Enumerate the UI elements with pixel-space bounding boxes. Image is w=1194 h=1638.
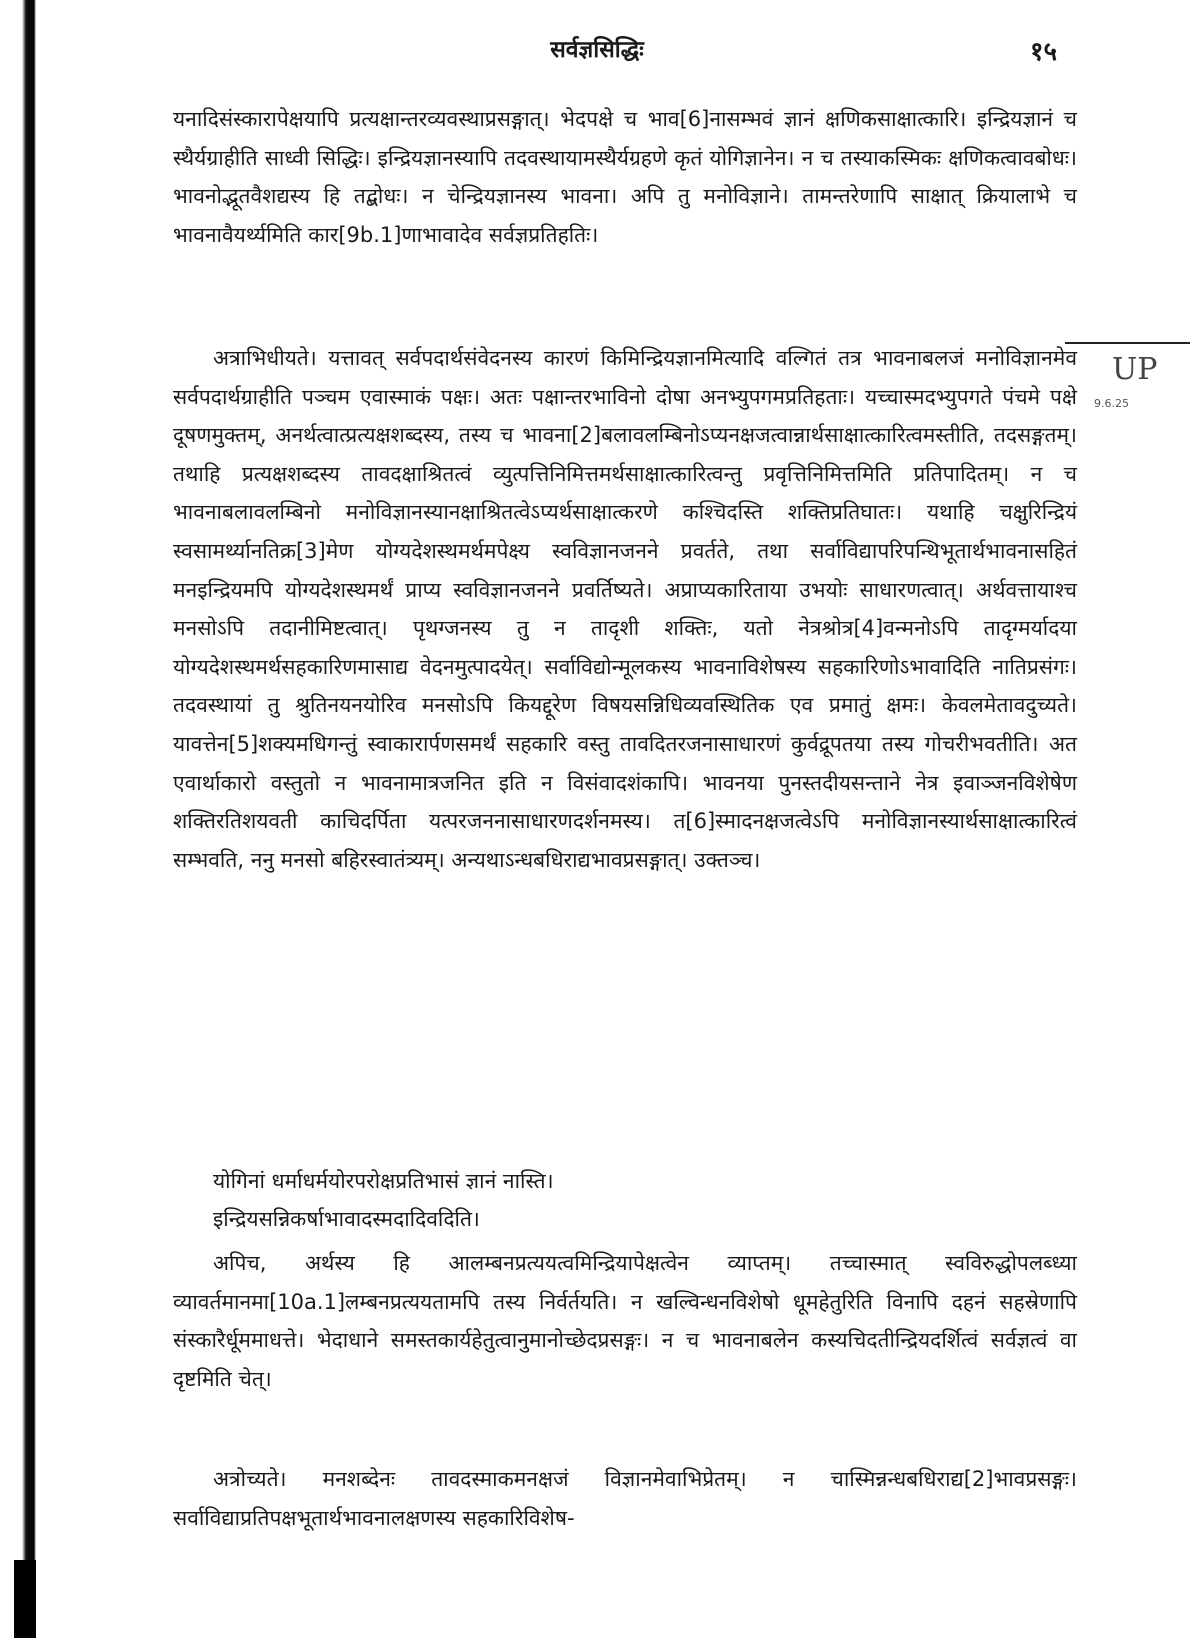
book-spine-shadow [0, 0, 36, 1638]
book-spine-bottom [14, 1560, 36, 1638]
margin-handwritten-note: UP [1112, 352, 1158, 387]
page-number: १५ [1030, 37, 1058, 67]
paragraph-text: अपिच, अर्थस्य हि आलम्बनप्रत्ययत्वमिन्द्रियापेक्षत्वेन व्याप्तम्। तच्चास्मात् स्वविरुद्धोपलब्ध्या व्यावर्तमानमा[10a.1]लम्बनप्रत्ययतामपि तस्य निर्वर्तयति। न खल्विन्धनविशेषो धूमहेतुरिति विनापि दहनं सहस्रेणापि संस्कारैर्धूममाधत्ते। भेदाधाने समस्तकार्यहेतुत्वानुमानोच्छेदप्रसङ्गः। न च भावनाबलेन कस्यचिदतीन्द्रियदर्शित्वं सर्वज्ञत्वं वा दृष्टमिति चेत्। [173, 1251, 1077, 1391]
text-paragraph-1 [173, 100, 1077, 254]
text-paragraph-3 [173, 1244, 1077, 1398]
paragraph-text: अत्राभिधीयते। यत्तावत् सर्वपदार्थसंवेदनस्य कारणं किमिन्द्रियज्ञानमित्यादि वल्गितं तत्र भावनाबलजं मनोविज्ञानमेव सर्वपदार्थग्राहीति पञ्चम एवास्माकं पक्षः। अतः पक्षान्तरभाविनो दोषा अनभ्युपगमप्रतिहताः। यच्चास्मदभ्युपगते पंचमे पक्षे दूषणमुक्तम्, अनर्थत्वात्प्रत्यक्षशब्दस्य, तस्य च भावना[2]बलावलम्बिनोऽप्यनक्षजत्वान्नार्थसाक्षात्कारित्वमस्तीति, तदसङ्गतम्। तथाहि प्रत्यक्षशब्दस्य तावदक्षाश्रितत्वं व्युत्पत्तिनिमित्तमर्थसाक्षात्कारित्वन्तु प्रवृत्तिनिमित्तमिति प्रतिपादितम्। न च भावनाबलावलम्बिनो मनोविज्ञानस्यानक्षाश्रितत्वेऽप्यर्थसाक्षात्करणे कश्चिदस्ति शक्तिप्रतिघातः। यथाहि चक्षुरिन्द्रियं स्वसामर्थ्यानतिक्र[3]मेण योग्यदेशस्थमर्थमपेक्ष्य स्वविज्ञानजनने प्रवर्तते, तथा सर्वाविद्यापरिपन्थिभूतार्थभावनासहितं मनइन्द्रियमपि योग्यदेशस्थमर्थं प्राप्य स्वविज्ञानजनने प्रवर्तिष्यते। अप्राप्यकारिताया उभयोः साधारणत्वात्। अर्थवत्तायाश्च मनसोऽपि तदानीमिष्टत्वात्। पृथग्जनस्य तु न तादृशी शक्तिः, यतो नेत्रश्रोत्र[4]वन्मनोऽपि तादृग्मर्यादया योग्यदेशस्थमर्थसहकारिणमासाद्य वेदनमुत्पादयेत्। सर्वाविद्योन्मूलकस्य भावनाविशेषस्य सहकारिणोऽभावादिति नातिप्रसंगः। तदवस्थायां तु श्रुतिनयनयोरिव मनसोऽपि कियद्दूरेण विषयसन्निधिव्यवस्थितिक एव प्रमातुं क्षमः। केवलमेतावदुच्यते। यावत्तेन[5]शक्यमधिगन्तुं स्वाकारार्पणसमर्थं सहकारि वस्तु तावदितरजनासाधारणं कुर्वद्रूपतया तस्य गोचरीभवतीति। अत एवार्थाकारो वस्तुतो न भावनामात्रजनित इति न विसंवादशंकापि। भावनया पुनस्तदीयसन्ताने नेत्र इवाञ्जनविशेषेण शक्तिरतिशयवती काचिदर्पिता यत्परजननासाधारणदर्शनमस्य। त[6]स्मादनक्षजत्वेऽपि मनोविज्ञानस्यार्थसाक्षात्कारित्वं सम्भवति, ननु मनसो बहिरस्वातंत्र्यम्। अन्यथाऽन्धबधिराद्यभावप्रसङ्गात्। उक्तञ्च। [173, 346, 1077, 872]
paragraph-text: अत्रोच्यते। मनशब्देनः तावदस्माकमनक्षजं विज्ञानमेवाभिप्रेतम्। न चास्मिन्नन्धबधिराद्य[2]भावप्रसङ्गः। सर्वाविद्याप्रतिपक्षभूतार्थभावनालक्षणस्य सहकारिविशेष- [173, 1467, 1077, 1530]
margin-rule [1065, 342, 1190, 344]
margin-handwritten-date: 9.6.25 [1094, 397, 1129, 410]
verse-line-1: योगिनां धर्माधर्मयोरपरोक्षप्रतिभासं ज्ञानं नास्ति। [213, 1169, 554, 1193]
verse-line-2: इन्द्रियसन्निकर्षाभावादस्मदादिवदिति। [213, 1207, 480, 1231]
paragraph-text: यनादिसंस्कारापेक्षयापि प्रत्यक्षान्तरव्यवस्थाप्रसङ्गात्। भेदपक्षे च भाव[6]नासम्भवं ज्ञानं क्षणिकसाक्षात्कारि। इन्द्रियज्ञानं च स्थैर्यग्राहीति साध्वी सिद्धिः। इन्द्रियज्ञानस्यापि तदवस्थायामस्थैर्यग्रहणे कृतं योगिज्ञानेन। न च तस्याकस्मिकः क्षणिकत्वावबोधः। भावनोद्भूतवैशद्यस्य हि तद्बोधः। न चेन्द्रियज्ञानस्य भावना। अपि तु मनोविज्ञाने। तामन्तरेणापि साक्षात् क्रियालाभे च भावनावैयर्थ्यमिति कार[9b.1]णाभावादेव सर्वज्ञप्रतिहतिः। [173, 107, 1077, 247]
page-title: सर्वज्ञसिद्धिः [550, 37, 644, 63]
text-paragraph-4 [173, 1460, 1077, 1537]
text-paragraph-2 [173, 339, 1077, 879]
